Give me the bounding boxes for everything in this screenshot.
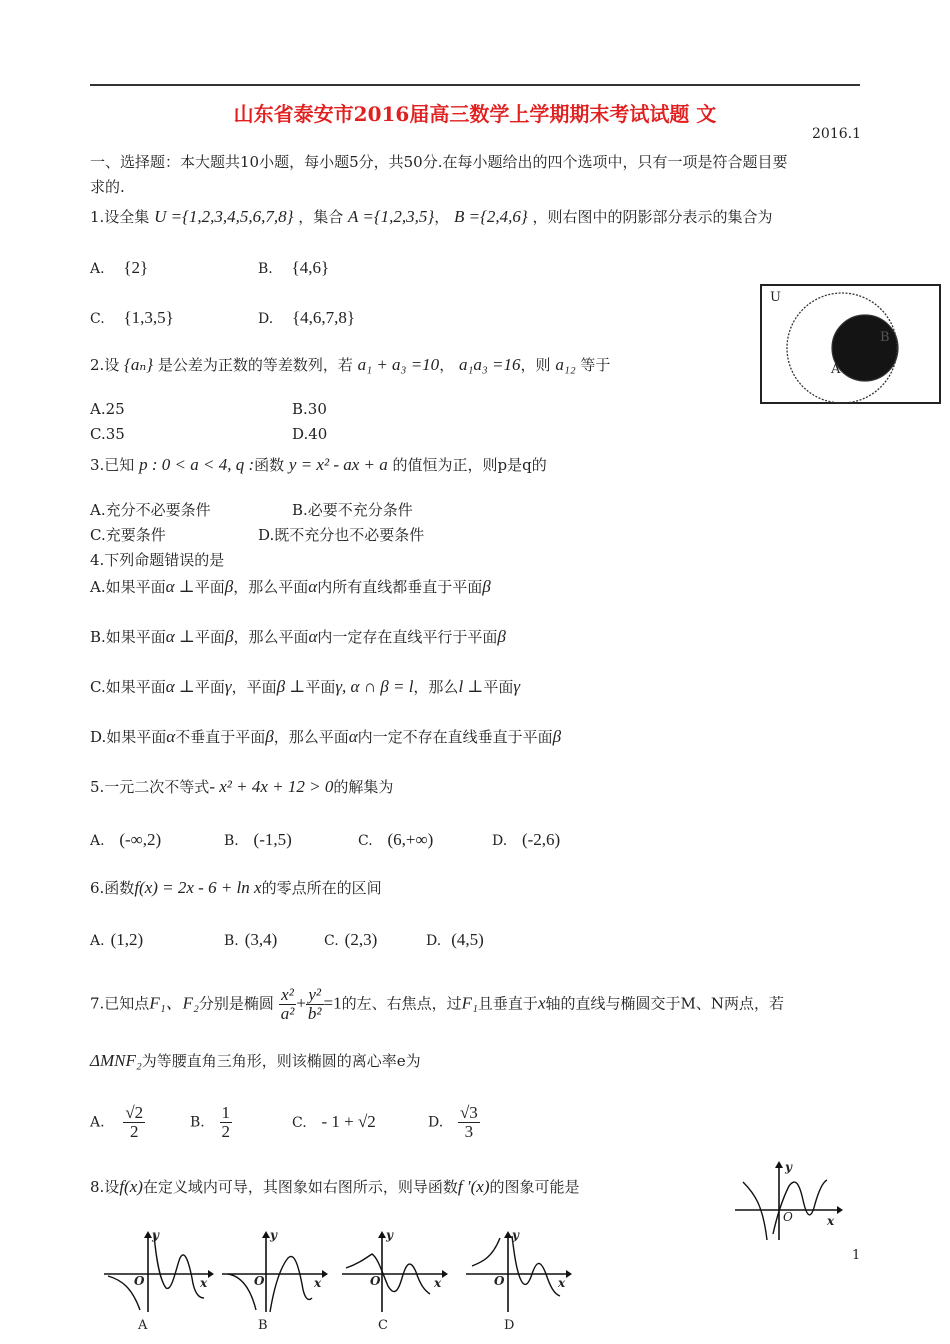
q4-option-b[interactable]	[90, 626, 506, 647]
option-label: C.	[90, 425, 106, 443]
top-rule	[90, 84, 860, 86]
q3-prefix: 3.已知	[90, 456, 135, 474]
question-8-stem	[90, 1176, 580, 1197]
option-value: (-∞,2)	[119, 830, 162, 849]
option-label: A.	[90, 1114, 105, 1131]
origin-label: O	[783, 1210, 793, 1224]
math: α	[308, 627, 318, 646]
q2-target: a₁₂	[555, 355, 576, 374]
option-value: 35	[105, 425, 125, 443]
q8-function: f(x)	[119, 1177, 143, 1196]
option-label: B.	[292, 501, 308, 519]
option-fraction	[458, 1104, 480, 1141]
page-number: 1	[852, 1248, 861, 1263]
x-axis-label: x	[200, 1276, 208, 1290]
option-value: - 1 + √2	[321, 1112, 376, 1131]
option-label: C.	[90, 311, 105, 327]
q1-sep: ，	[434, 208, 450, 226]
math: β	[482, 577, 491, 596]
q7-f1: F₁	[461, 993, 478, 1013]
q5-inequality: - x² + 4x + 12 > 0	[209, 777, 334, 796]
q6-function: f(x) = 2x - 6 + ln x	[134, 878, 262, 897]
text: ，那么平面	[233, 628, 309, 646]
text: 平面	[483, 678, 514, 696]
q8-choice-b-graph[interactable]	[218, 1228, 338, 1338]
q2-prefix: 2.设	[90, 356, 120, 374]
option-label: A.	[90, 501, 106, 519]
y-axis-label: y	[270, 1228, 277, 1242]
q5-option-b[interactable]	[224, 830, 292, 850]
q7-x: x	[537, 993, 546, 1013]
question-5-stem	[90, 776, 393, 797]
option-label: B.	[292, 400, 308, 418]
x-axis-label: x	[558, 1276, 566, 1290]
q1-option-d[interactable]	[258, 308, 355, 328]
q3-condition-p: p : 0 < a < 4, q :	[139, 455, 255, 474]
option-label: A.	[90, 833, 105, 849]
text: 平面	[305, 678, 336, 696]
choice-label: B	[258, 1318, 268, 1333]
q7-option-b[interactable]	[190, 1104, 232, 1141]
q2-option-d[interactable]	[292, 425, 327, 443]
option-label: B.如果平面	[90, 628, 166, 646]
q2-sequence: {aₙ}	[124, 355, 154, 374]
question-3-stem	[90, 454, 547, 475]
option-label: C.	[292, 1115, 307, 1131]
question-6-stem	[90, 877, 382, 898]
option-label: D.如果平面	[90, 728, 167, 746]
option-label: D.	[258, 526, 275, 544]
question-1-stem	[90, 206, 772, 227]
option-value: {4,6}	[291, 258, 330, 277]
option-value: (1,2)	[110, 930, 144, 949]
q7-foci: F₁、F₂	[149, 993, 199, 1013]
math: α	[348, 727, 358, 746]
text: 不垂直于平面	[175, 728, 266, 746]
q7-ellipse-x-term	[279, 986, 297, 1023]
denominator: 2	[130, 1121, 139, 1141]
q4-option-d[interactable]	[90, 726, 561, 747]
question-2-stem: 2.设 {aₙ} 是公差为正数的等差数列，若 a₁ + a₃ =10， a₁a₃ =16，则 a₁₂ 等于	[90, 355, 611, 374]
option-value: 必要不充分条件	[307, 501, 413, 519]
option-value: (6,+∞)	[387, 830, 434, 849]
option-value: 30	[307, 400, 327, 418]
q3-option-d[interactable]	[258, 524, 424, 545]
q5-suffix: 的解集为	[333, 778, 394, 796]
math: α	[308, 577, 318, 596]
q5-option-c[interactable]	[358, 830, 433, 850]
q7-option-d[interactable]	[428, 1104, 480, 1141]
q2-mid: 是公差为正数的等差数列，若	[157, 356, 353, 374]
question-7-line2	[90, 1050, 421, 1071]
q8-prefix: 8.设	[90, 1178, 120, 1196]
q1-set-a: A ={1,2,3,5}	[348, 207, 435, 226]
q4-option-a[interactable]	[90, 576, 491, 597]
origin-label: O	[370, 1274, 381, 1288]
q6-option-d[interactable]	[426, 930, 484, 950]
numerator: x²	[279, 986, 297, 1005]
q2-option-b[interactable]	[292, 400, 327, 418]
q4-option-c[interactable]	[90, 676, 520, 697]
option-label: C.	[358, 833, 373, 849]
option-value: {4,6,7,8}	[291, 308, 356, 327]
option-label: B.	[190, 1114, 205, 1131]
question-7-stem	[90, 986, 784, 1023]
denominator: 2	[221, 1121, 231, 1141]
q7-prefix: 7.已知点	[90, 994, 150, 1013]
math: α ⊥	[165, 627, 195, 646]
math: β	[497, 627, 506, 646]
x-axis-label: x	[827, 1214, 835, 1228]
text: 内一定不存在直线垂直于平面	[357, 728, 553, 746]
plus-sign: +	[296, 993, 306, 1013]
q8-suffix: 的图象可能是	[489, 1178, 580, 1196]
numerator: √2	[125, 1103, 144, 1122]
y-axis-label: y	[785, 1160, 792, 1174]
option-value: (2,3)	[344, 930, 378, 949]
venn-a-label: A	[831, 362, 841, 377]
venn-u-label: U	[770, 290, 781, 305]
option-label: B.	[224, 933, 239, 949]
q7-option-a[interactable]	[90, 1104, 145, 1141]
q1-suffix: ，则右图中的阴影部分表示的集合为	[532, 208, 773, 226]
section-intro-line1: 一、选择题：本大题共10小题，每小题5分，共50分.在每小题给出的四个选项中，只有一项是符合题目要	[90, 153, 788, 171]
venn-b-label: B	[880, 330, 890, 345]
q2-option-c[interactable]	[90, 425, 125, 443]
text: 平面	[194, 678, 225, 696]
origin-label: O	[134, 1274, 145, 1288]
origin-label: O	[494, 1274, 505, 1288]
option-value: 既不充分也不必要条件	[274, 526, 425, 544]
option-value: (3,4)	[244, 930, 278, 949]
option-value: 充要条件	[105, 526, 166, 544]
option-label: C.	[90, 526, 106, 544]
option-label: A.	[90, 933, 105, 949]
option-label: C.	[324, 933, 339, 949]
option-label: A.如果平面	[90, 578, 166, 596]
section-intro-line2: 求的.	[90, 178, 125, 196]
text: 平面	[194, 628, 225, 646]
q3-mid: 函数	[254, 456, 285, 474]
text: ，那么	[413, 678, 459, 696]
option-label: D.	[428, 1114, 444, 1131]
option-label: D.	[426, 933, 442, 949]
text: ，平面	[231, 678, 277, 696]
option-value: (4,5)	[451, 930, 484, 949]
q1-mid: ，集合	[298, 208, 344, 226]
q5-prefix: 5.一元二次不等式	[90, 778, 210, 796]
y-axis-label: y	[512, 1228, 519, 1242]
option-fraction	[220, 1104, 233, 1141]
q2-option-a[interactable]	[90, 400, 125, 418]
venn-diagram	[760, 284, 941, 404]
math: γ	[224, 677, 232, 696]
q8-reference-graph	[733, 1160, 845, 1242]
option-label: A.	[90, 400, 106, 418]
text: 内一定存在直线平行于平面	[317, 628, 498, 646]
option-label: B.	[224, 833, 239, 849]
math: α ⊥	[165, 577, 195, 596]
q3-suffix: 的值恒为正，则p是q的	[392, 456, 547, 474]
option-label: D.	[258, 311, 274, 327]
page-title: 山东省泰安市2016届高三数学上学期期末考试试题 文	[233, 102, 717, 126]
option-label: C.如果平面	[90, 678, 166, 696]
math: γ	[513, 677, 521, 696]
question-4-stem: 4.下列命题错误的是	[90, 551, 225, 569]
option-value: {2}	[123, 258, 149, 277]
origin-label: O	[254, 1274, 265, 1288]
q3-option-c[interactable]	[90, 524, 166, 545]
q7-mid2: 的左、右焦点，过	[341, 994, 462, 1013]
math: γ, α ∩ β = l	[335, 677, 414, 696]
q8-choice-d-graph[interactable]	[462, 1228, 582, 1338]
q3-option-a[interactable]	[90, 499, 211, 520]
choice-label: C	[378, 1318, 388, 1333]
option-value: (-2,6)	[521, 830, 561, 849]
option-value: (-1,5)	[253, 830, 292, 849]
math: α ⊥	[165, 677, 195, 696]
y-axis-label: y	[152, 1228, 159, 1242]
option-label: D.	[492, 833, 508, 849]
q7-suffix: 轴的直线与椭圆交于M、N两点，若	[545, 994, 784, 1013]
math: β ⊥	[276, 677, 306, 696]
numerator: 1	[221, 1103, 231, 1122]
numerator: √3	[459, 1103, 478, 1122]
math: β	[224, 577, 234, 596]
q8-choice-a-graph[interactable]	[100, 1228, 220, 1338]
math: β	[224, 627, 234, 646]
q6-suffix: 的零点所在的区间	[261, 879, 382, 897]
math: β	[552, 727, 562, 746]
q7-option-c[interactable]	[292, 1112, 376, 1132]
exam-date: 2016.1	[812, 126, 861, 142]
text: 平面	[194, 578, 225, 596]
q7-ellipse-y-term	[306, 986, 324, 1023]
q5-option-d[interactable]	[492, 830, 560, 850]
q2-mid2: ，则	[520, 356, 551, 374]
option-label: B.	[258, 261, 273, 277]
q5-option-a[interactable]	[90, 830, 161, 850]
q3-function: y = x² - ax + a	[288, 455, 388, 474]
option-label: D.	[292, 425, 309, 443]
equals-one: =1	[323, 993, 342, 1013]
choice-label: A	[138, 1318, 148, 1333]
choice-label: D	[504, 1318, 515, 1333]
option-fraction	[123, 1104, 145, 1141]
text: ，那么平面	[233, 578, 309, 596]
q6-option-c[interactable]	[324, 930, 377, 950]
q8-derivative: f ′(x)	[457, 1177, 490, 1196]
q6-prefix: 6.函数	[90, 879, 135, 897]
x-axis-label: x	[314, 1276, 322, 1290]
x-axis-label: x	[434, 1276, 442, 1290]
option-value: 25	[105, 400, 125, 418]
q2-suffix: 等于	[580, 356, 611, 374]
q8-choice-c-graph[interactable]	[338, 1228, 458, 1338]
q1-prefix: 1.设全集	[90, 208, 150, 226]
q7-triangle: ΔMNF₂	[90, 1051, 142, 1070]
math: β	[265, 727, 274, 746]
q1-set-b: B ={2,4,6}	[453, 207, 528, 226]
q1-option-b[interactable]	[258, 258, 329, 278]
q2-condition-2: a₁a₃ =16	[458, 355, 521, 374]
option-value: {1,3,5}	[123, 308, 174, 327]
math: l ⊥	[458, 677, 484, 696]
option-value: 40	[308, 425, 328, 443]
y-axis-label: y	[386, 1228, 393, 1242]
text: 内所有直线都垂直于平面	[317, 578, 483, 596]
q7-mid1: 分别是椭圆	[198, 994, 274, 1013]
q1-universal-set: U ={1,2,3,4,5,6,7,8}	[154, 207, 294, 226]
q6-option-b[interactable]	[224, 930, 277, 950]
q8-mid: 在定义域内可导，其图象如右图所示，则导函数	[142, 1178, 458, 1196]
q7-mid3: 且垂直于	[477, 994, 538, 1013]
option-label: A.	[90, 261, 105, 277]
denominator: 3	[464, 1121, 474, 1141]
denominator: b²	[307, 1003, 322, 1023]
q7-line2-text: 为等腰直角三角形，则该椭圆的离心率e为	[141, 1052, 421, 1070]
q1-option-a[interactable]	[90, 258, 148, 278]
q2-condition-1: a₁ + a₃ =10	[357, 355, 440, 374]
q6-option-a[interactable]	[90, 930, 143, 950]
math: α	[166, 727, 176, 746]
q3-option-b[interactable]	[292, 499, 413, 520]
text: ，那么平面	[273, 728, 349, 746]
q1-option-c[interactable]	[90, 308, 174, 328]
option-value: 充分不必要条件	[105, 501, 211, 519]
numerator: y²	[306, 986, 324, 1005]
denominator: a²	[280, 1003, 295, 1023]
